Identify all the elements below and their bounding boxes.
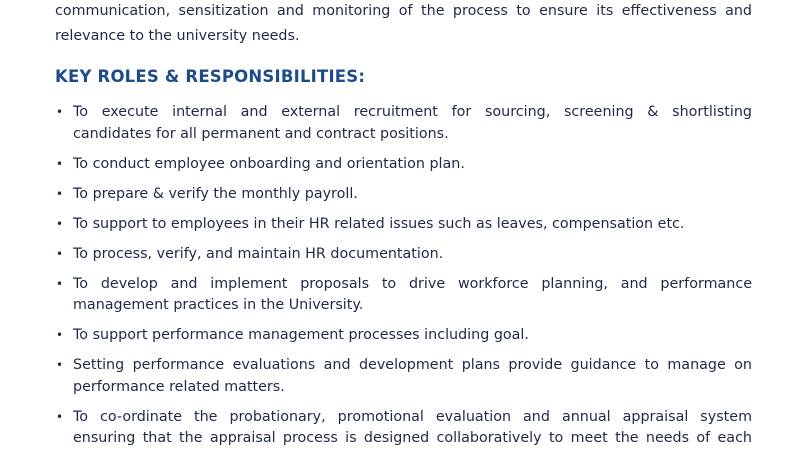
list-item bbox=[55, 102, 752, 145]
list-item-line: To develop and implement proposals to drive workforce planning, and performance bbox=[73, 275, 752, 292]
bullet-icon: • bbox=[56, 156, 64, 171]
list-item-line: management practices in the University. bbox=[73, 297, 364, 313]
list-item bbox=[55, 407, 752, 450]
list-item bbox=[55, 244, 752, 266]
list-item bbox=[55, 154, 752, 176]
intro-line: relevance to the university needs. bbox=[55, 28, 300, 44]
list-item bbox=[55, 184, 752, 206]
list-item bbox=[55, 325, 752, 347]
list-item-line: performance related matters. bbox=[73, 378, 285, 395]
list-item bbox=[55, 274, 752, 317]
list-item-line: To support performance management processes including goal. bbox=[73, 327, 529, 343]
bullet-icon: • bbox=[56, 409, 64, 424]
list-item-line: To execute internal and external recruitment for sourcing, screening & shortlisting bbox=[73, 104, 752, 120]
list-item-line: To process, verify, and maintain HR documentation. bbox=[73, 245, 444, 262]
list-item-line: Setting performance evaluations and development plans provide guidance to manage on bbox=[73, 357, 752, 373]
intro-line: communication, sensitization and monitoring of the process to ensure its effectiveness and bbox=[55, 3, 752, 19]
list-item-line: candidates for all permanent and contract positions. bbox=[73, 125, 449, 142]
bullet-icon: • bbox=[56, 246, 64, 261]
list-item-line: To prepare & verify the monthly payroll. bbox=[73, 185, 358, 202]
list-item bbox=[55, 214, 752, 236]
bullet-icon: • bbox=[56, 358, 64, 372]
bullet-icon: • bbox=[56, 328, 64, 342]
responsibilities-list bbox=[55, 102, 752, 458]
bullet-icon: • bbox=[56, 276, 64, 291]
bullet-icon: • bbox=[56, 105, 64, 119]
list-item-line: To conduct employee onboarding and orientation plan. bbox=[73, 155, 465, 172]
list-item bbox=[55, 355, 752, 398]
list-item-line: To co-ordinate the probationary, promotional evaluation and annual appraisal system bbox=[73, 408, 752, 425]
bullet-icon: • bbox=[56, 216, 64, 231]
bullet-icon: • bbox=[56, 186, 64, 201]
intro-paragraph bbox=[55, 0, 752, 49]
list-item-line: To support to employees in their HR related issues such as leaves, compensation etc. bbox=[73, 215, 685, 232]
list-item-line: ensuring that the appraisal process is designed collaboratively to meet the needs of each bbox=[73, 430, 752, 446]
section-heading: KEY ROLES & RESPONSIBILITIES: bbox=[55, 67, 366, 86]
